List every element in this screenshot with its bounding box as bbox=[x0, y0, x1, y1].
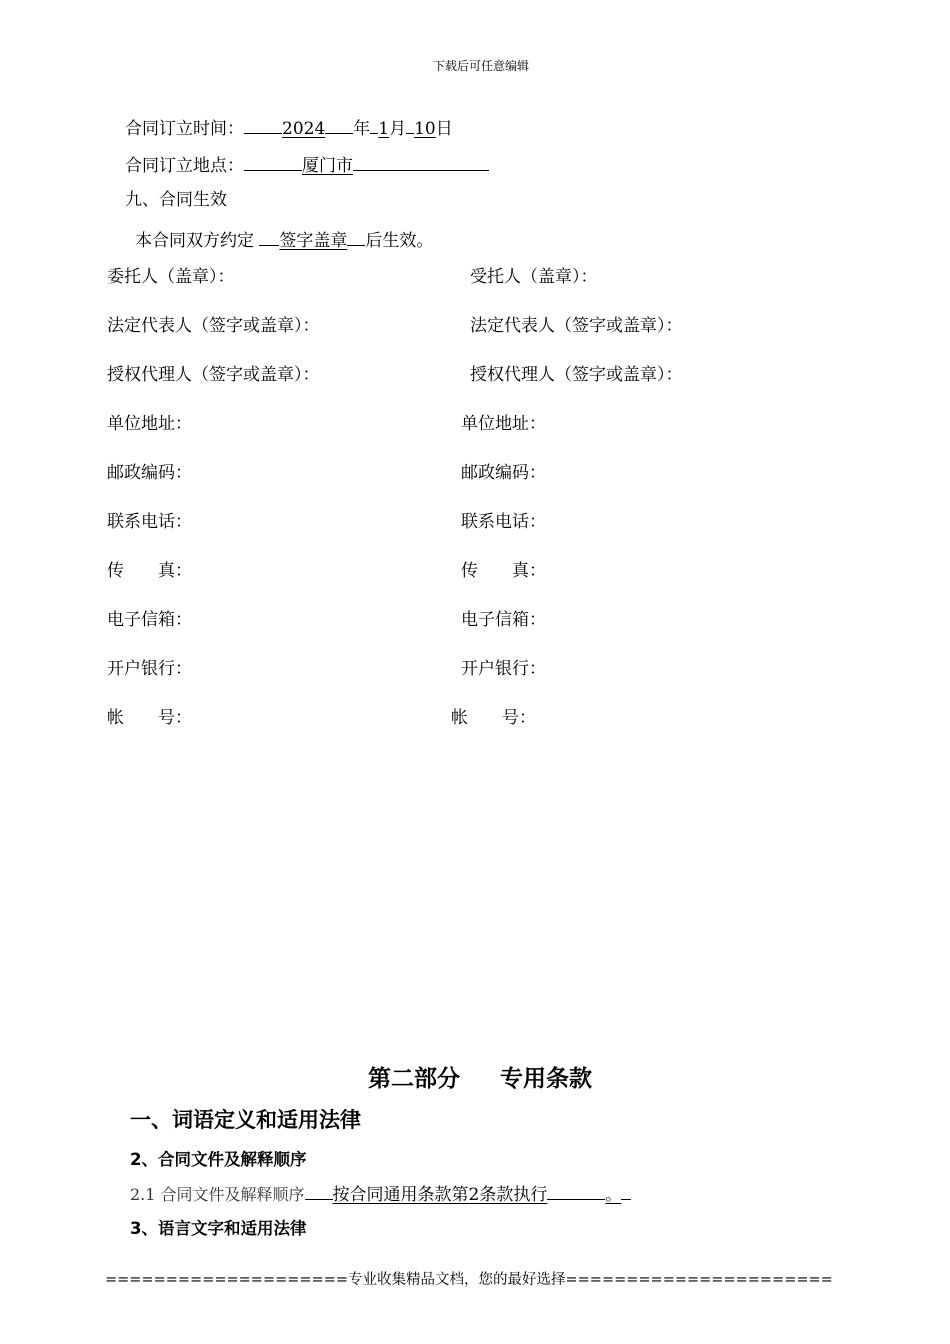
underline-blank bbox=[244, 152, 302, 171]
footer-rule-left: ==================== bbox=[105, 1272, 348, 1288]
right-party-label: 电子信箱： bbox=[461, 610, 546, 630]
underline-blank bbox=[305, 1181, 333, 1200]
underline-blank bbox=[547, 1181, 605, 1200]
signing-month: 1 bbox=[378, 119, 390, 139]
signing-place-label: 合同订立地点： bbox=[125, 156, 244, 176]
left-party-label: 传 真： bbox=[107, 561, 192, 581]
left-party-label: 授权代理人（签字或盖章）： bbox=[107, 365, 320, 385]
clause-2-1 bbox=[130, 1181, 631, 1206]
right-party-label: 邮政编码： bbox=[461, 463, 546, 483]
right-party-label: 授权代理人（签字或盖章）： bbox=[470, 365, 683, 385]
left-party-label: 开户银行： bbox=[107, 659, 192, 679]
underline-blank bbox=[347, 227, 365, 246]
underline-blank bbox=[244, 115, 282, 134]
left-party-label: 单位地址： bbox=[107, 414, 192, 434]
left-party-label: 法定代表人（签字或盖章）： bbox=[107, 316, 320, 336]
left-party-label: 联系电话： bbox=[107, 512, 192, 532]
month-unit: 月 bbox=[389, 119, 407, 139]
section-3-heading: 3、语言文字和适用法律 bbox=[130, 1219, 307, 1238]
year-unit: 年 bbox=[353, 119, 371, 139]
underline-blank bbox=[621, 1181, 631, 1200]
page-footer bbox=[105, 1268, 833, 1289]
signing-place-line bbox=[125, 152, 489, 177]
underline-blank bbox=[325, 115, 353, 134]
section-1-heading: 一、词语定义和适用法律 bbox=[130, 1108, 361, 1132]
part-two-title-a: 第二部分 bbox=[368, 1066, 460, 1092]
section-2-heading: 2、合同文件及解释顺序 bbox=[130, 1150, 307, 1169]
signing-day: 10 bbox=[414, 119, 436, 139]
signing-place-value: 厦门市 bbox=[302, 156, 353, 176]
signing-year: 2024 bbox=[282, 119, 326, 139]
underline-blank bbox=[259, 227, 279, 246]
right-party-label: 传 真： bbox=[461, 561, 546, 581]
effect-prefix: 本合同双方约定 bbox=[135, 231, 254, 251]
footer-text: 专业收集精品文档，您的最好选择 bbox=[348, 1272, 566, 1288]
signing-time-line bbox=[125, 115, 453, 140]
left-party-label: 委托人（盖章）： bbox=[107, 267, 235, 287]
part-two-title bbox=[368, 1060, 592, 1093]
left-party-label: 电子信箱： bbox=[107, 610, 192, 630]
underline-blank bbox=[406, 115, 414, 134]
footer-rule-right: ====================== bbox=[565, 1272, 833, 1288]
clause-2-1-prefix: 2.1 合同文件及解释顺序 bbox=[130, 1185, 305, 1204]
signing-time-label: 合同订立时间： bbox=[125, 119, 244, 139]
effect-suffix: 后生效。 bbox=[365, 231, 434, 251]
right-party-label: 联系电话： bbox=[461, 512, 546, 532]
part-two-title-b: 专用条款 bbox=[500, 1066, 592, 1092]
clause-2-1-end: 。 bbox=[605, 1185, 622, 1204]
day-unit: 日 bbox=[435, 119, 453, 139]
right-party-label: 帐 号： bbox=[451, 708, 536, 728]
effect-value: 签字盖章 bbox=[279, 231, 348, 251]
right-party-label: 开户银行： bbox=[461, 659, 546, 679]
left-party-label: 邮政编码： bbox=[107, 463, 192, 483]
right-party-label: 法定代表人（签字或盖章）： bbox=[470, 316, 683, 336]
right-party-label: 单位地址： bbox=[461, 414, 546, 434]
effect-section-title: 九、合同生效 bbox=[125, 190, 227, 210]
clause-2-1-value: 按合同通用条款第2条款执行 bbox=[332, 1185, 548, 1205]
effect-clause bbox=[135, 227, 433, 252]
right-party-label: 受托人（盖章）： bbox=[470, 267, 598, 287]
underline-blank bbox=[353, 152, 489, 171]
left-party-label: 帐 号： bbox=[107, 708, 192, 728]
page-header: 下载后可任意编辑 bbox=[432, 59, 529, 73]
